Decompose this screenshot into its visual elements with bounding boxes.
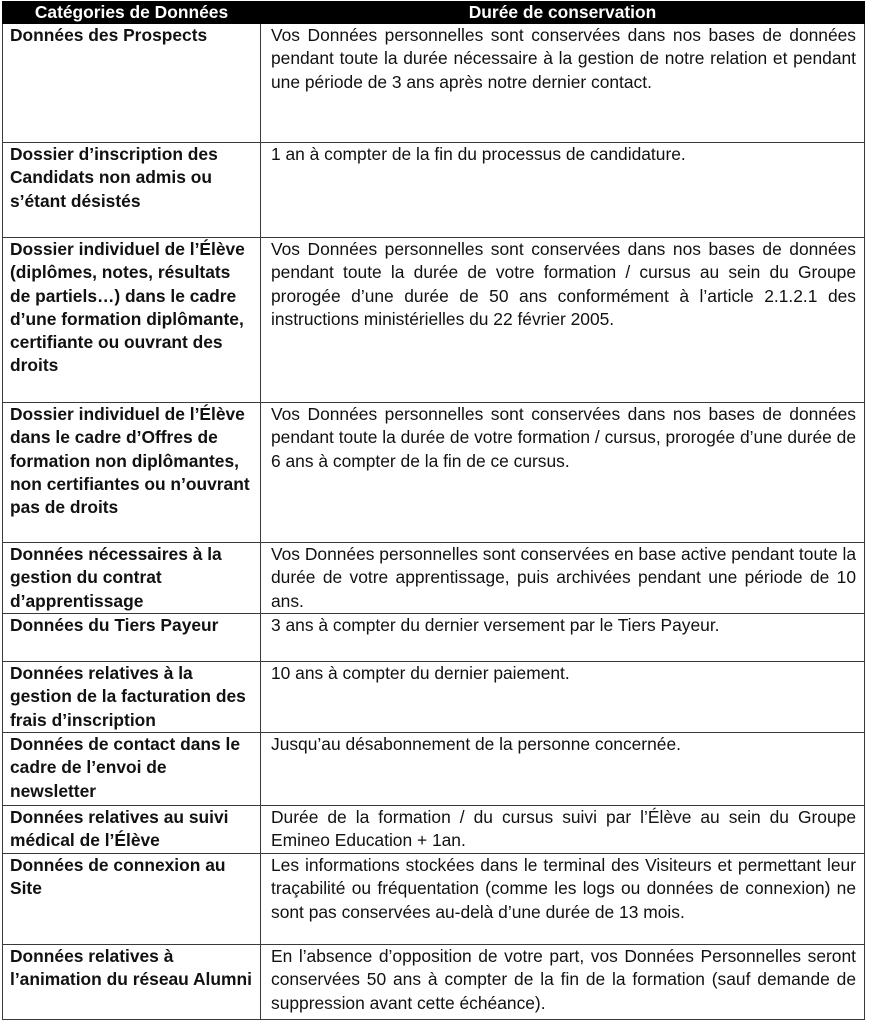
row-retention: En l’absence d’opposition de votre part, vos Données Personnelles seront conservées 50 ans à compter de la fin de la formation (sauf demande de suppression avant cette échéance). [261,945,865,1020]
table-row [3,806,865,854]
table-row [3,403,865,543]
table-row [3,143,865,238]
header-retention: Durée de conservation [261,2,865,24]
row-retention: 10 ans à compter du dernier paiement. [261,662,865,733]
row-retention: Jusqu’au désabonnement de la personne concernée. [261,733,865,806]
row-category: Dossier d’inscription des Candidats non admis ou s’étant désistés [3,143,261,238]
row-retention: Les informations stockées dans le terminal des Visiteurs et permettant leur traçabilité ou fréquentation (comme les logs ou données de connexion) ne sont pas conservées au-delà d’une durée de 13 mois. [261,854,865,945]
row-retention: Durée de la formation / du cursus suivi par l’Élève au sein du Groupe Emineo Education + 1an. [261,806,865,854]
row-retention: 1 an à compter de la fin du processus de candidature. [261,143,865,238]
row-category: Données de contact dans le cadre de l’envoi de newsletter [3,733,261,806]
table-row [3,854,865,945]
table-row [3,238,865,403]
table-row [3,24,865,143]
table-row [3,614,865,662]
row-retention: Vos Données personnelles sont conservées dans nos bases de données pendant toute la durée nécessaire à la gestion de notre relation et pendant une période de 3 ans après notre dernier contact. [261,24,865,143]
table-row [3,733,865,806]
row-category: Données des Prospects [3,24,261,143]
row-retention: Vos Données personnelles sont conservées dans nos bases de données pendant toute la durée de votre formation / cursus, prorogée d’une durée de 6 ans à compter de la fin de ce cursus. [261,403,865,543]
row-category: Données de connexion au Site [3,854,261,945]
row-category: Données relatives à l’animation du réseau Alumni [3,945,261,1020]
header-categories: Catégories de Données [3,2,261,24]
row-retention: Vos Données personnelles sont conservées en base active pendant toute la durée de votre apprentissage, puis archivées pendant une période de 10 ans. [261,543,865,614]
row-retention: Vos Données personnelles sont conservées dans nos bases de données pendant toute la durée de votre formation / cursus au sein du Groupe prorogée d’une durée de 50 ans conformément à l’article 2.1.2.1 des instructions ministérielles du 22 février 2005. [261,238,865,403]
row-retention: 3 ans à compter du dernier versement par le Tiers Payeur. [261,614,865,662]
table-row [3,543,865,614]
row-category: Dossier individuel de l’Élève (diplômes, notes, résultats de partiels…) dans le cadre d’une formation diplômante, certifiante ou ouvrant des droits [3,238,261,403]
row-category: Données relatives au suivi médical de l’Élève [3,806,261,854]
table-row [3,945,865,1020]
table-row [3,662,865,733]
table-header-row [3,2,865,24]
row-category: Dossier individuel de l’Élève dans le cadre d’Offres de formation non diplômantes, non certifiantes ou n’ouvrant pas de droits [3,403,261,543]
row-category: Données nécessaires à la gestion du contrat d’apprentissage [3,543,261,614]
row-category: Données relatives à la gestion de la facturation des frais d’inscription [3,662,261,733]
retention-table [2,1,865,1020]
row-category: Données du Tiers Payeur [3,614,261,662]
